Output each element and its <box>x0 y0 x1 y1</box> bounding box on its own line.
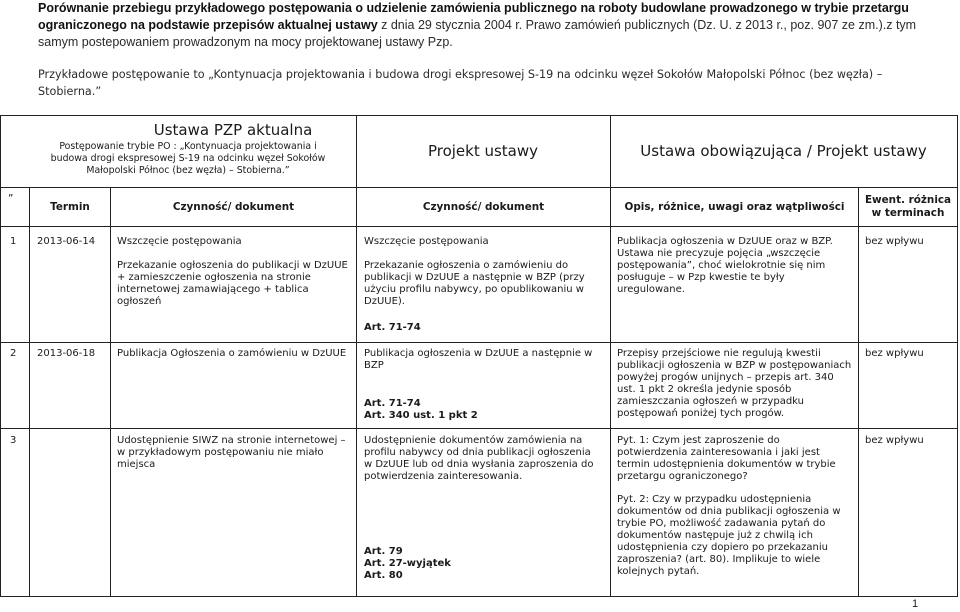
header-current-law: Ustawa PZP aktualna <box>153 121 313 139</box>
table-border-right <box>957 115 958 596</box>
colhdr-czynnosc-current: Czynność/ dokument <box>172 201 295 213</box>
table-border-left <box>0 115 1 596</box>
row-description: Przepisy przejściowe nie regulują kwestii publikacji ogłoszenia w BZP w postępowaniach powyżej progów unijnych – przepis art. 340 ust. 1 pkt 2 określa jedynie sposób zamieszczania ogłoszeń w przypadku postępowań poniżej tych progów. <box>617 348 852 419</box>
row-current-action: Publikacja Ogłoszenia o zamówieniu w DzUUE <box>117 348 347 359</box>
header-in-force-vs-project: Ustawa obowiązująca / Projekt ustawy <box>640 142 927 160</box>
col-sep-date <box>110 187 111 596</box>
table-divider-row1 <box>0 342 958 343</box>
col-sep-num <box>29 187 30 596</box>
row-project-action: Udostępnienie dokumentów zamówienia na profilu nabywcy od dnia publikacji ogłoszenia w DzUUE lub od dnia wysłania zaproszenia do potwierdzenia zainteresowania. <box>364 435 594 482</box>
col-sep-project <box>610 115 611 596</box>
table-divider-row2 <box>0 428 958 429</box>
row-current-action: Udostępnienie SIWZ na stronie internetowej – w przykładowym postępowaniu nie miało miejsca <box>117 435 346 470</box>
header-current-sub3: Małopolski Północ (bez węzła) – Stobierna.” <box>86 165 290 176</box>
row-project-article: Art. 79 <box>364 546 403 557</box>
table-divider-header <box>0 187 958 188</box>
row-date: 2013-06-18 <box>37 348 96 359</box>
row-project-action: Wszczęcie postępowania Przekazanie ogłoszenia o zamówieniu do publikacji w DzUUE a następnie w BZP (przy użyciu profilu nabywcy, po opublikowaniu w DzUUE). <box>364 236 585 307</box>
row-project-article: Art. 27-wyjątek <box>364 558 451 569</box>
header-current-sub2: budowa drogi ekspresowej S-19 na odcinku węzeł Sokołów <box>50 153 326 164</box>
row-description: Pyt. 1: Czym jest zaproszenie do potwierdzenia zainteresowania i jaki jest termin udostępnienia dokumentów w trybie przetargu ograniczonego? Pyt. 2: Czy w przypadku udostępnienia dokumentów od dnia publikacji ogłoszenia w trybie PO, możliwość zadawania pytań do dokumentów następuje już z chwilą ich udostępnienia czy dopiero po przekazaniu zaproszenia? (art. 80). Implikuje to wiele kolejnych pytań. <box>617 435 841 577</box>
row-date: 2013-06-14 <box>37 236 96 247</box>
table-border-bottom <box>0 596 958 597</box>
row-project-article: Art. 71-74 <box>364 398 421 409</box>
row-current-action: Wszczęcie postępowania Przekazanie ogłoszenia do publikacji w DzUUE + zamieszczenie ogłoszenia na stronie internetowej zamawiającego + tablica ogłoszeń <box>117 236 348 307</box>
colhdr-opis: Opis, różnice, uwagi oraz wątpliwości <box>624 201 845 213</box>
colhdr-termin: Termin <box>50 201 90 213</box>
row-project-article: Art. 80 <box>364 570 403 581</box>
table-border-top <box>0 115 958 116</box>
row-project-article: Art. 71-74 <box>364 322 421 333</box>
row-number: 2 <box>10 348 17 359</box>
row-term-difference: bez wpływu <box>865 435 924 446</box>
page-number: 1 <box>912 598 919 610</box>
intro-title: Porównanie przebiegu przykładowego postępowania o udzielenie zamówienia publicznego na roboty budowlane prowadzonego w trybie przetargu <box>38 1 909 15</box>
colhdr-czynnosc-project: Czynność/ dokument <box>422 201 545 213</box>
row-number: 3 <box>10 435 17 446</box>
intro-paragraph <box>38 0 952 51</box>
table-divider-colheader <box>0 226 958 227</box>
colhdr-ewent-1: Ewent. różnica <box>864 194 952 206</box>
example-paragraph: Przykładowe postępowanie to „Kontynuacja projektowania i budowa drogi ekspresowej S-19 na odcinku węzeł Sokołów Małopolski Północ (bez węzła) – Stobierna.” <box>38 68 883 98</box>
colhdr-ewent-2: w terminach <box>871 207 945 219</box>
row-project-action: Publikacja ogłoszenia w DzUUE a następnie w BZP <box>364 348 593 371</box>
row-project-article: Art. 340 ust. 1 pkt 2 <box>364 410 478 421</box>
row-number: 1 <box>10 236 17 247</box>
colhdr-quote: ” <box>8 193 14 205</box>
row-description: Publikacja ogłoszenia w DzUUE oraz w BZP. Ustawa nie precyzuje pojęcia „wszczęcie postępowania”, choć wielokrotnie się nim posługuje – w Pzp kwestie te były uregulowane. <box>617 236 833 295</box>
row-term-difference: bez wpływu <box>865 348 924 359</box>
col-sep-current <box>356 115 357 596</box>
header-project: Projekt ustawy <box>427 142 539 160</box>
intro-line2: ograniczonego na podstawie przepisów aktualnej ustawy z dnia 29 stycznia 2004 r. Prawo zamówień publicznych (Dz. U. z 2013 r., poz. 907 ze zm.).z tym <box>38 18 917 32</box>
col-sep-desc <box>858 187 859 596</box>
intro-line3: samym postepowaniem prowadzonym na mocy projektowanej ustawy Pzp. <box>38 35 453 49</box>
header-current-sub1: Postępowanie trybie PO : „Kontynuacja projektowania i <box>59 141 317 152</box>
row-term-difference: bez wpływu <box>865 236 924 247</box>
